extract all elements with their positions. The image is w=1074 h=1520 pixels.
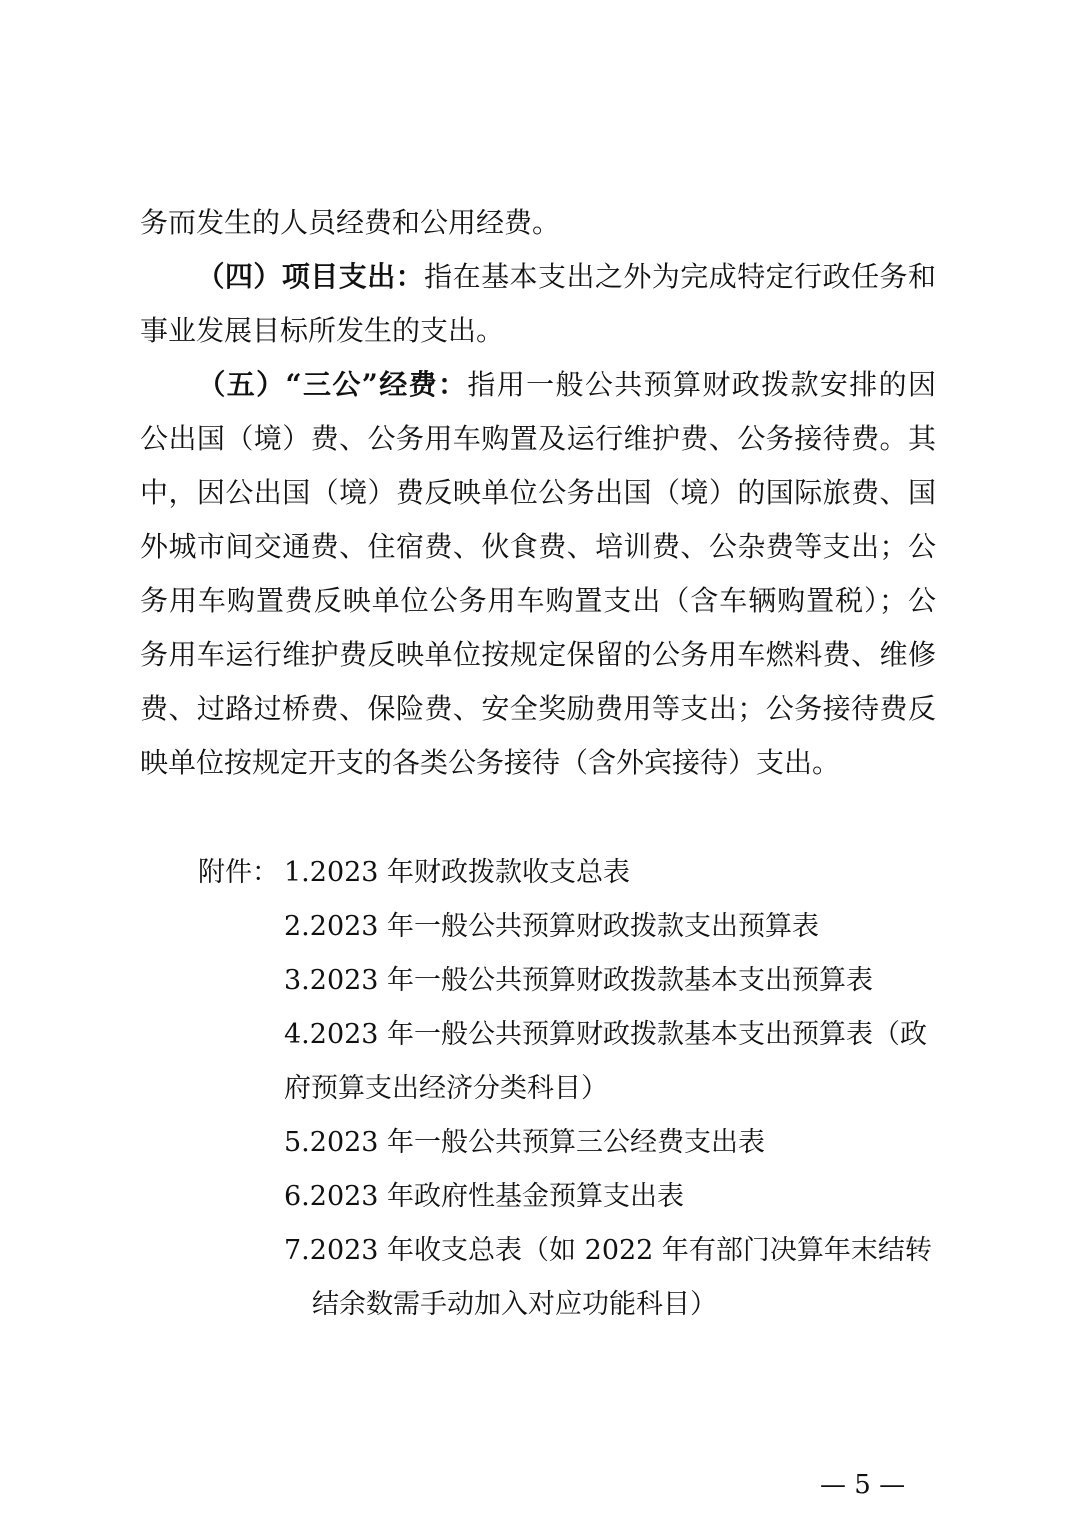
attachment-6: 6.2023 年政府性基金预算支出表 xyxy=(284,1181,685,1212)
attachment-1: 1.2023 年财政拨款收支总表 xyxy=(284,857,631,888)
page-number: — 5 — xyxy=(820,1470,906,1500)
item-5-line-7: 费、过路过桥费、保险费、安全奖励费用等支出；公务接待费反 xyxy=(140,692,936,725)
item-5-line-3: 中，因公出国（境）费反映单位公务出国（境）的国际旅费、国 xyxy=(140,476,936,509)
item-5-label: （五）“三公”经费： xyxy=(196,368,468,401)
body-line-1: 务而发生的人员经费和公用经费。 xyxy=(140,206,561,239)
attachment-4-line-1: 4.2023 年一般公共预算财政拨款基本支出预算表（政 xyxy=(284,1019,928,1050)
attachment-3: 3.2023 年一般公共预算财政拨款基本支出预算表 xyxy=(284,965,874,996)
item-5-line-1 xyxy=(140,368,936,402)
item-4-line-1 xyxy=(140,260,936,294)
item-4-line-2: 事业发展目标所发生的支出。 xyxy=(140,314,505,347)
item-5-line-8: 映单位按规定开支的各类公务接待（含外宾接待）支出。 xyxy=(140,746,841,779)
attachments-label: 附件： xyxy=(198,857,279,888)
item-5-text-1: 指用一般公共预算财政拨款安排的因 xyxy=(467,368,936,401)
attachment-7-line-2: 结余数需手动加入对应功能科目） xyxy=(312,1289,717,1320)
item-4-text-1: 指在基本支出之外为完成特定行政任务和 xyxy=(424,260,936,293)
attachment-7-line-1: 7.2023 年收支总表（如 2022 年有部门决算年末结转 xyxy=(284,1235,932,1266)
item-5-line-4: 外城市间交通费、住宿费、伙食费、培训费、公杂费等支出；公 xyxy=(140,530,936,563)
item-4-label: （四）项目支出： xyxy=(196,260,425,293)
attachment-4-line-2: 府预算支出经济分类科目） xyxy=(284,1073,608,1104)
item-5-line-6: 务用车运行维护费反映单位按规定保留的公务用车燃料费、维修 xyxy=(140,638,936,671)
attachment-5: 5.2023 年一般公共预算三公经费支出表 xyxy=(284,1127,766,1158)
item-5-line-5: 务用车购置费反映单位公务用车购置支出（含车辆购置税）；公 xyxy=(140,584,936,617)
attachment-2: 2.2023 年一般公共预算财政拨款支出预算表 xyxy=(284,911,820,942)
item-5-line-2: 公出国（境）费、公务用车购置及运行维护费、公务接待费。其 xyxy=(140,422,936,455)
